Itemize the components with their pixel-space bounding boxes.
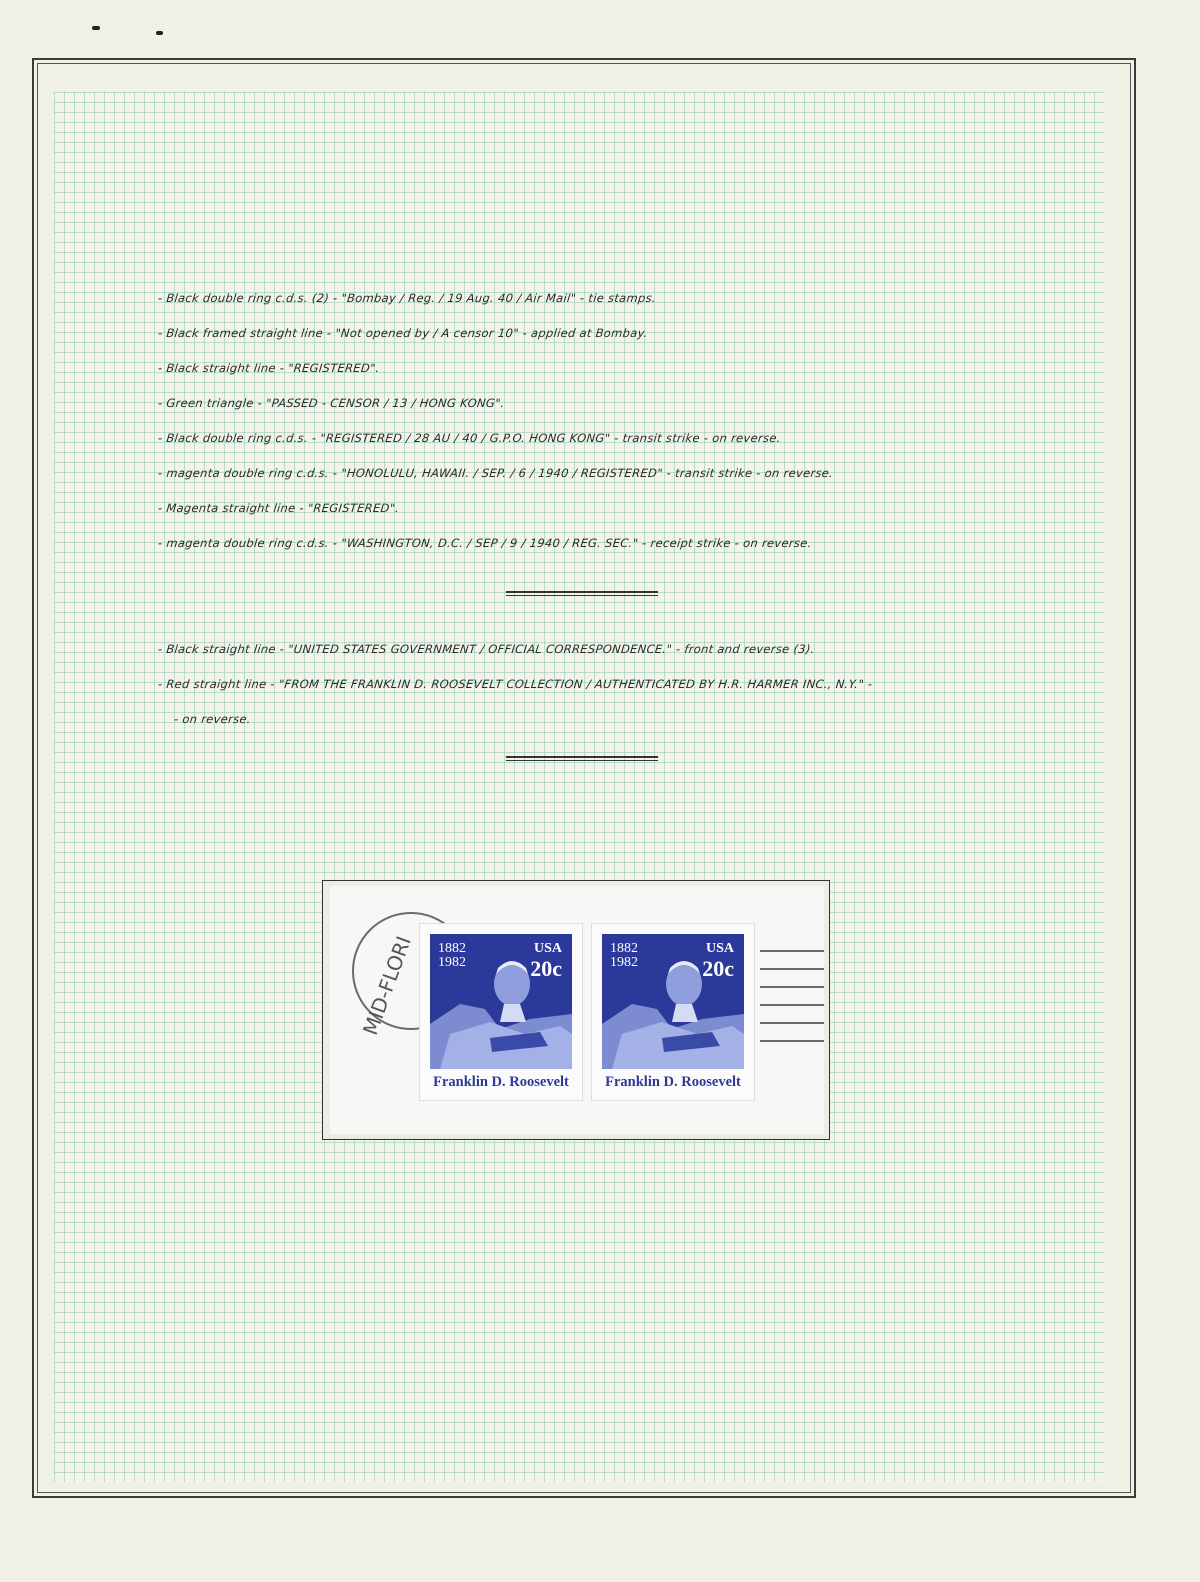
stamp-country: USA bbox=[705, 941, 734, 956]
stamp-years: 1882 1982 bbox=[438, 941, 466, 970]
note-line: - Black double ring c.d.s. - "REGISTERED / 28 AU / 40 / G.P.O. HONG KONG" - transit strike - on reverse. bbox=[157, 431, 782, 445]
stamp-country: USA bbox=[533, 941, 562, 956]
stamp-name: Franklin D. Roosevelt bbox=[433, 1074, 569, 1090]
corner-mark-right bbox=[156, 31, 163, 35]
stamp-design bbox=[602, 934, 744, 1069]
note-line: - magenta double ring c.d.s. - "HONOLULU, HAWAII. / SEP. / 6 / 1940 / REGISTERED" - transit strike - on reverse. bbox=[157, 466, 834, 480]
stamp-value: 20c bbox=[530, 956, 562, 981]
note-line: - Black double ring c.d.s. (2) - "Bombay / Reg. / 19 Aug. 40 / Air Mail" - tie stamps. bbox=[157, 291, 657, 305]
note-line: - Black framed straight line - "Not opened by / A censor 10" - applied at Bombay. bbox=[157, 326, 649, 340]
corner-mark-left bbox=[92, 26, 100, 30]
note-line: - Black straight line - "UNITED STATES GOVERNMENT / OFFICIAL CORRESPONDENCE." - front and reverse (3). bbox=[157, 642, 816, 656]
cancel-line bbox=[760, 1004, 824, 1006]
cancel-line bbox=[760, 968, 824, 970]
stamp-value: 20c bbox=[702, 956, 734, 981]
section-divider bbox=[506, 756, 658, 763]
cancel-line bbox=[760, 986, 824, 988]
note-line: - on reverse. bbox=[173, 712, 252, 726]
cancel-line bbox=[760, 1022, 824, 1024]
stamp-design bbox=[430, 934, 572, 1069]
cancel-line bbox=[760, 950, 824, 952]
note-line: - Red straight line - "FROM THE FRANKLIN D. ROOSEVELT COLLECTION / AUTHENTICATED BY H.R. HARMER INC., N.Y." - bbox=[157, 677, 874, 691]
stamp-years: 1882 1982 bbox=[610, 941, 638, 970]
note-line: - magenta double ring c.d.s. - "WASHINGTON, D.C. / SEP / 9 / 1940 / REG. SEC." - receipt strike - on reverse. bbox=[157, 536, 813, 550]
stamp-fdr-right bbox=[592, 924, 754, 1100]
note-line: - Green triangle - "PASSED - CENSOR / 13 / HONG KONG". bbox=[157, 396, 506, 410]
note-line: - Magenta straight line - "REGISTERED". bbox=[157, 501, 401, 515]
note-line: - Black straight line - "REGISTERED". bbox=[157, 361, 381, 375]
stamp-name: Franklin D. Roosevelt bbox=[605, 1074, 741, 1090]
cancel-line bbox=[760, 1040, 824, 1042]
postmark-text: MID-FLORI bbox=[358, 932, 416, 1039]
stamp-fdr-left bbox=[420, 924, 582, 1100]
section-divider bbox=[506, 591, 658, 598]
